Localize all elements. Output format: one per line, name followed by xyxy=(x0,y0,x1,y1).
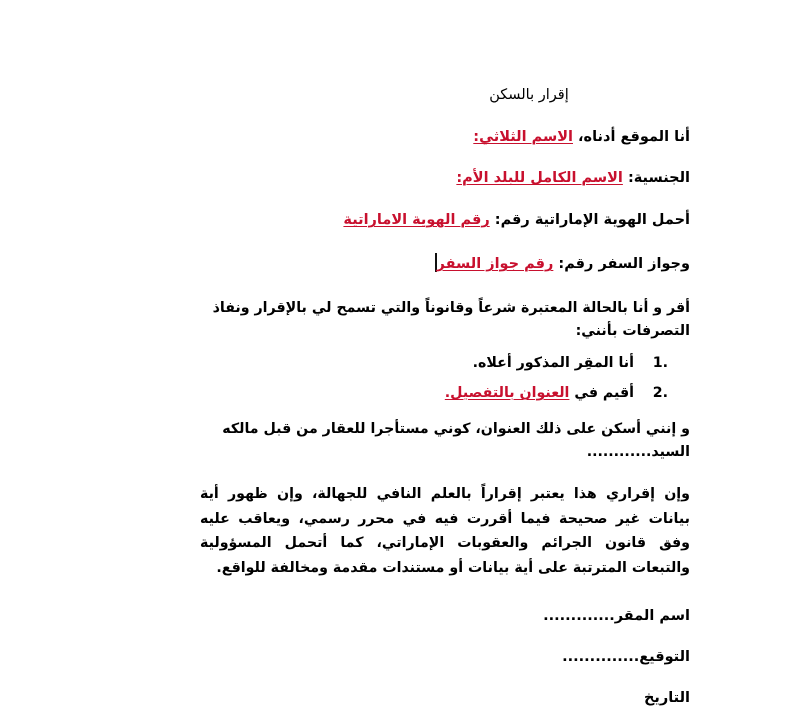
signature-date-line: التاريخ xyxy=(643,689,690,706)
list-item-text: أقيم في xyxy=(569,384,634,401)
field-passport-number xyxy=(200,253,690,274)
field-nationality-label: الجنسية: xyxy=(622,170,690,187)
field-emirates-id xyxy=(200,211,690,230)
document-body xyxy=(200,86,690,708)
field-full-name-placeholder[interactable]: الاسم الثلاثي: xyxy=(473,128,573,145)
field-nationality xyxy=(200,169,690,188)
field-emirates-id-label: أحمل الهوية الإماراتية رقم: xyxy=(489,212,690,229)
page-title: إقرار بالسكن xyxy=(489,87,569,103)
declaration-intro: أقر و أنا بالحالة المعتبرة شرعاً وقانوناً والتي تسمح لي بالإقرار ونفاذ التصرفات بأنني: xyxy=(212,299,690,339)
list-item xyxy=(200,384,668,402)
signature-declarant-name: اسم المقر............. xyxy=(543,608,690,625)
field-passport-number-label: وجواز السفر رقم: xyxy=(553,256,690,273)
list-item xyxy=(200,354,668,372)
list-item-text: أنا المقِر المذكور أعلاه. xyxy=(472,355,634,372)
field-emirates-id-placeholder[interactable]: رقم الهوية الاماراتية xyxy=(343,212,490,229)
claims-list xyxy=(200,354,690,402)
field-passport-number-placeholder[interactable]: رقم جواز السفر xyxy=(436,256,554,273)
list-item-marker: 2. xyxy=(652,384,668,401)
legal-disclaimer: وإن إقراري هذا يعتبر إقراراً بالعلم النافي للجهالة، وإن ظهور أية بيانات غير صحيحة فيما أقررت فيه في محرر رسمي، ويعاقب عليه وفق قانون الجرائم والعقوبات الإماراتي، كما أتحمل المسؤولية والتبعات المترتبة على أية بيانات أو مستندات مقدمة ومخالفة للواقع. xyxy=(200,485,690,577)
list-item-marker: 1. xyxy=(652,355,668,372)
list-item-address-placeholder[interactable]: العنوان بالتفصيل. xyxy=(444,384,570,401)
field-full-name xyxy=(200,128,690,147)
signature-block xyxy=(200,607,690,708)
field-full-name-label: أنا الموقع أدناه، xyxy=(573,128,690,145)
tenancy-statement: و إنني أسكن على ذلك العنوان، كوني مستأجرا للعقار من قبل مالكه السيد............ xyxy=(222,421,690,460)
signature-signature-line: التوقيع.............. xyxy=(562,648,690,665)
field-nationality-placeholder[interactable]: الاسم الكامل للبلد الأم: xyxy=(456,170,623,187)
